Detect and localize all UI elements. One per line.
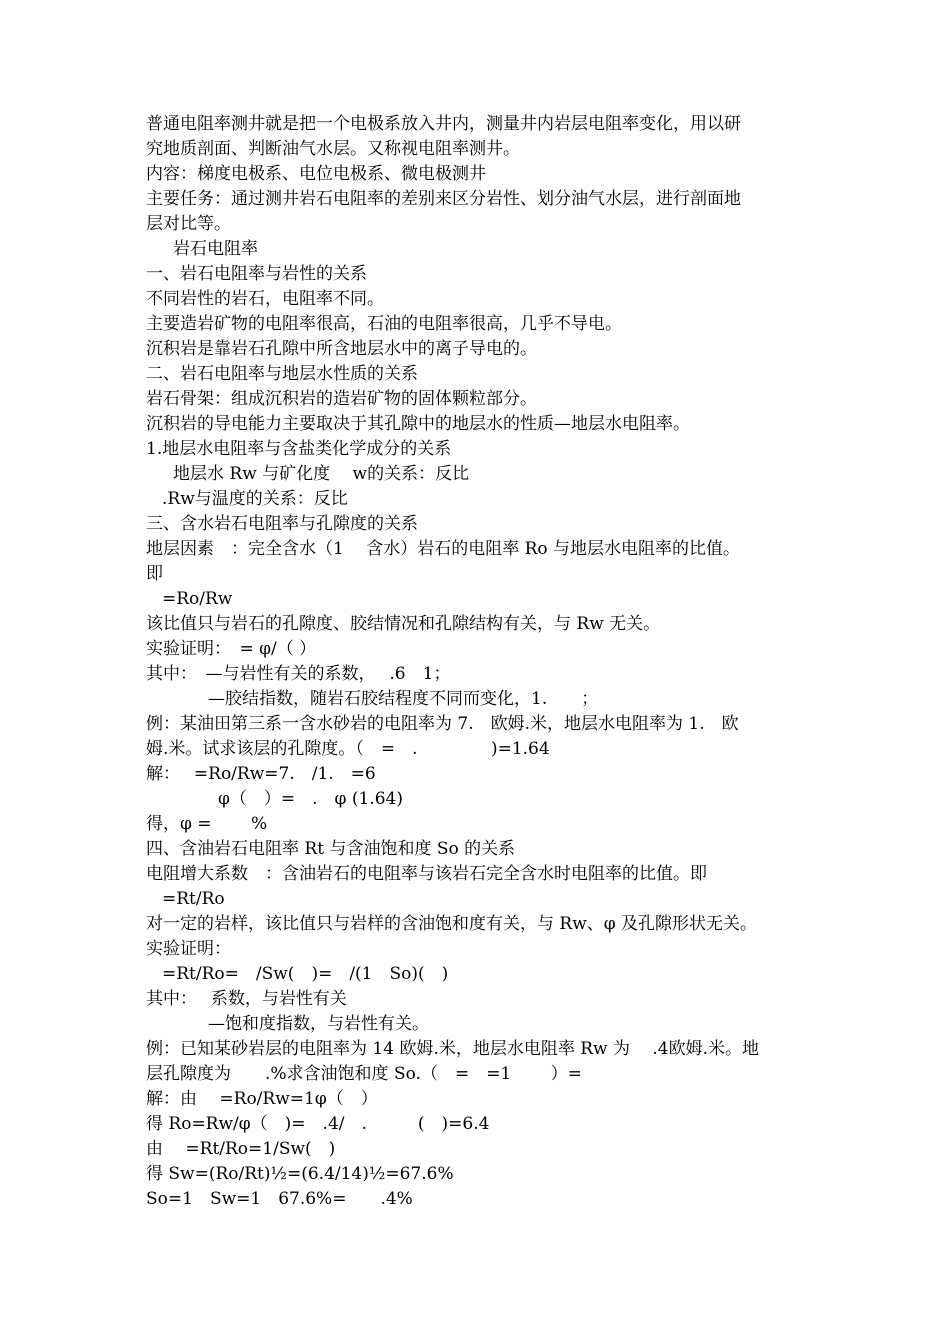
section-heading: 二、岩石电阻率与地层水性质的关系: [146, 364, 418, 384]
paragraph-line: 究地质剖面、判断油气水层。又称视电阻率测井。: [146, 139, 520, 159]
paragraph-line: 层孔隙度为 .%求含油饱和度 So.（ = =1 ）=: [146, 1064, 582, 1084]
paragraph-line: 地层水 Rw 与矿化度 w的关系：反比: [173, 464, 470, 484]
paragraph-line: 不同岩性的岩石，电阻率不同。: [146, 289, 384, 309]
paragraph-line: 主要任务：通过测井岩石电阻率的差别来区分岩性、划分油气水层，进行剖面地: [146, 189, 741, 209]
formula-line: =Rt/Ro: [162, 889, 225, 909]
formula-line: 实验证明： = φ/（ ）: [146, 639, 317, 659]
paragraph-line: 主要造岩矿物的电阻率很高，石油的电阻率很高，几乎不导电。: [146, 314, 622, 334]
paragraph-line: 沉积岩是靠岩石孔隙中所含地层水中的离子导电的。: [146, 339, 537, 359]
paragraph-line: 姆.米。试求该层的孔隙度。（ = . )=1.64: [146, 739, 550, 759]
formula-line: =Ro/Rw: [162, 589, 233, 609]
paragraph-line: 层对比等。: [146, 214, 231, 234]
paragraph-line: .Rw与温度的关系：反比: [162, 489, 348, 509]
formula-line: 解：由 =Ro/Rw=1φ（ ）: [146, 1089, 378, 1109]
paragraph-line: 其中： 系数，与岩性有关: [146, 989, 347, 1009]
formula-line: 得 Ro=Rw/φ（ )= .4/ . ( )=6.4: [146, 1114, 490, 1134]
paragraph-line: 电阻增大系数 ：含油岩石的电阻率与该岩石完全含水时电阻率的比值。即: [146, 864, 707, 884]
paragraph-line: 实验证明：: [146, 939, 231, 959]
paragraph-line: 普通电阻率测井就是把一个电极系放入井内，测量井内岩层电阻率变化，用以研: [146, 114, 741, 134]
formula-line: φ（ ）= . φ (1.64): [218, 789, 403, 809]
section-heading: 四、含油岩石电阻率 Rt 与含油饱和度 So 的关系: [146, 839, 516, 859]
paragraph-line: 岩石骨架：组成沉积岩的造岩矿物的固体颗粒部分。: [146, 389, 537, 409]
paragraph-line: 地层因素 ：完全含水（1 含水）岩石的电阻率 Ro 与地层水电阻率的比值。: [146, 539, 741, 559]
paragraph-line: 沉积岩的导电能力主要取决于其孔隙中的地层水的性质—地层水电阻率。: [146, 414, 690, 434]
formula-line: So=1 Sw=1 67.6%= .4%: [146, 1189, 413, 1209]
formula-line: 得 Sw=(Ro/Rt)½=(6.4/14)½=67.6%: [146, 1164, 454, 1184]
formula-line: 解： =Ro/Rw=7. /1. =6: [146, 764, 376, 784]
section-heading: 岩石电阻率: [173, 239, 258, 259]
section-heading: 一、岩石电阻率与岩性的关系: [146, 264, 367, 284]
section-heading: 三、含水岩石电阻率与孔隙度的关系: [146, 514, 418, 534]
paragraph-line: 该比值只与岩石的孔隙度、胶结情况和孔隙结构有关，与 Rw 无关。: [146, 614, 661, 634]
paragraph-line: 内容：梯度电极系、电位电极系、微电极测井: [146, 164, 486, 184]
paragraph-line: 例：已知某砂岩层的电阻率为 14 欧姆.米，地层水电阻率 Rw 为 .4欧姆.米。地: [146, 1039, 760, 1059]
paragraph-line: 其中： —与岩性有关的系数， .6 1；: [146, 664, 451, 684]
paragraph-line: 对一定的岩样，该比值只与岩样的含油饱和度有关，与 Rw、φ 及孔隙形状无关。: [146, 914, 758, 934]
subsection-heading: 1.地层水电阻率与含盐类化学成分的关系: [146, 439, 452, 459]
paragraph-line: —饱和度指数，与岩性有关。: [208, 1014, 429, 1034]
formula-line: =Rt/Ro= /Sw( )= /(1 So)( ): [162, 964, 449, 984]
formula-line: 得，φ = %: [146, 814, 268, 834]
paragraph-line: 即: [146, 564, 163, 584]
paragraph-line: —胶结指数，随岩石胶结程度不同而变化，1. ；: [208, 689, 599, 709]
formula-line: 由 =Rt/Ro=1/Sw( ): [146, 1139, 336, 1159]
paragraph-line: 例：某油田第三系一含水砂岩的电阻率为 7. 欧姆.米，地层水电阻率为 1. 欧: [146, 714, 739, 734]
